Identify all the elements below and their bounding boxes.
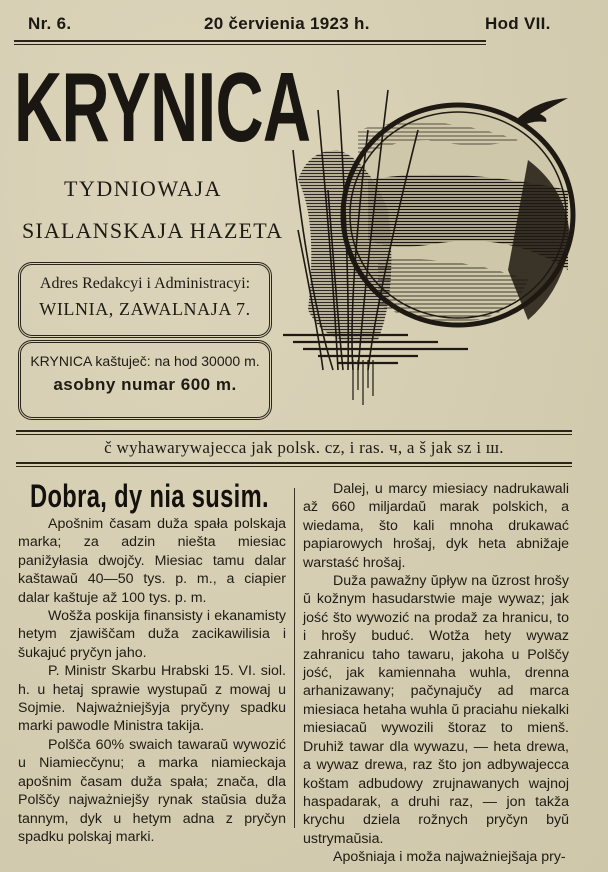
issue-number: Nr. 6. <box>28 14 72 33</box>
price-box <box>18 340 272 420</box>
article-right-column <box>303 480 569 867</box>
reeds-lake-illustration-icon <box>278 70 578 410</box>
note-rule-top <box>16 430 572 435</box>
article-headline: Dobra, dy nia susim. <box>30 478 269 514</box>
subtitle-weekly: TYDNIOWAJA <box>64 176 222 201</box>
paragraph: P. Ministr Skarbu Hrabski 15. VI. siol. h. u hetaj sprawie wystupaŭ z mowaj u Sojmie. Najważniejšyja pryčyny spadku marki pawodle Ministra takija. <box>18 663 286 735</box>
paragraph: Polšča 60% swaich tawaraŭ wywozić u Niamiecčynu; a marka niamieckaja apošnim časam duža spała; znača, dla Polščy najważniejšy rynak staŭsia duža tannym, dyk u hetym adna z pryčyn spadku polskaj marki. <box>18 736 286 845</box>
address-value: WILNIA, ZAWALNAJA 7. <box>39 299 251 319</box>
paragraph: Dalej, u marcy miesiacy nadrukawali až 660 miljardaŭ marak polskich, a wiedama, što kali mnoha drukawać papiarowych hrošaj, dyk heta abnižaje warstaść hrošaj. <box>303 481 569 571</box>
column-divider <box>294 488 295 828</box>
address-box <box>18 262 272 338</box>
masthead-row <box>28 14 570 38</box>
paragraph: Wošža poskija finansisty i ekanamisty hetym zjawiščam duža zacikawilisia i šukajuć pryčyn jaho. <box>18 608 286 661</box>
subscription-price: KRYNICA kaštuječ: na hod 30000 m. <box>30 353 260 369</box>
note-rule-bottom <box>16 462 572 467</box>
subtitle-peasant-newspaper: SIALANSKAJA HAZETA <box>22 218 284 243</box>
single-issue-price: asobny numar 600 m. <box>53 375 237 394</box>
paragraph: Duža pawažny ŭpływ na ŭzrost hrošy ŭ kožnym hasudarstwie maje wywaz; jak jość što wywozić na prodaž za hranicu, to i hrošy buduć. Wotža hety wywaz zahranicu taho tawaru, jakoha u Polščy jość, jak kamiennaha wuhla, drenna arhanizawany; pačynajučy ad marca miesiaca hetaha wuhla ŭ praciahu niekalki miesiacaŭ wywozili štoraz to mienš. Druhiž tawar dla wywazu, — heta drewa, a wywaz drewa, raz što jon adbywajecca koštam adbudowy zrujnawanych wajnoj haspadarak, a druhi raz, — jon takža krychu dziela rožnych pryčyn byŭ ustrymaŭsia. <box>303 573 569 847</box>
pronunciation-note: č wyhawarywajecca jak polsk. cz, i ras. ч, a š jak sz i ш. <box>104 438 504 457</box>
paragraph: Apošniaja i moža najważniejšaja pry- <box>333 849 566 866</box>
masthead-rule <box>14 40 486 45</box>
newspaper-title: KRYNICA <box>14 52 311 162</box>
article-left-column <box>18 515 286 846</box>
issue-date: 20 červienia 1923 h. <box>204 14 370 33</box>
publication-year: Hod VII. <box>485 14 551 33</box>
address-label: Adres Redakcyi i Administracyi: <box>39 275 251 292</box>
paragraph: Apošnim časam duža spała polskaja marka; za adzin niešta miesiac panižyłasia dwojčy. Miesiac tamu dalar kaštawaŭ 40—50 tys. p. m., a ciapier dalar kaštuje až 100 tys. p. m. <box>18 516 286 606</box>
